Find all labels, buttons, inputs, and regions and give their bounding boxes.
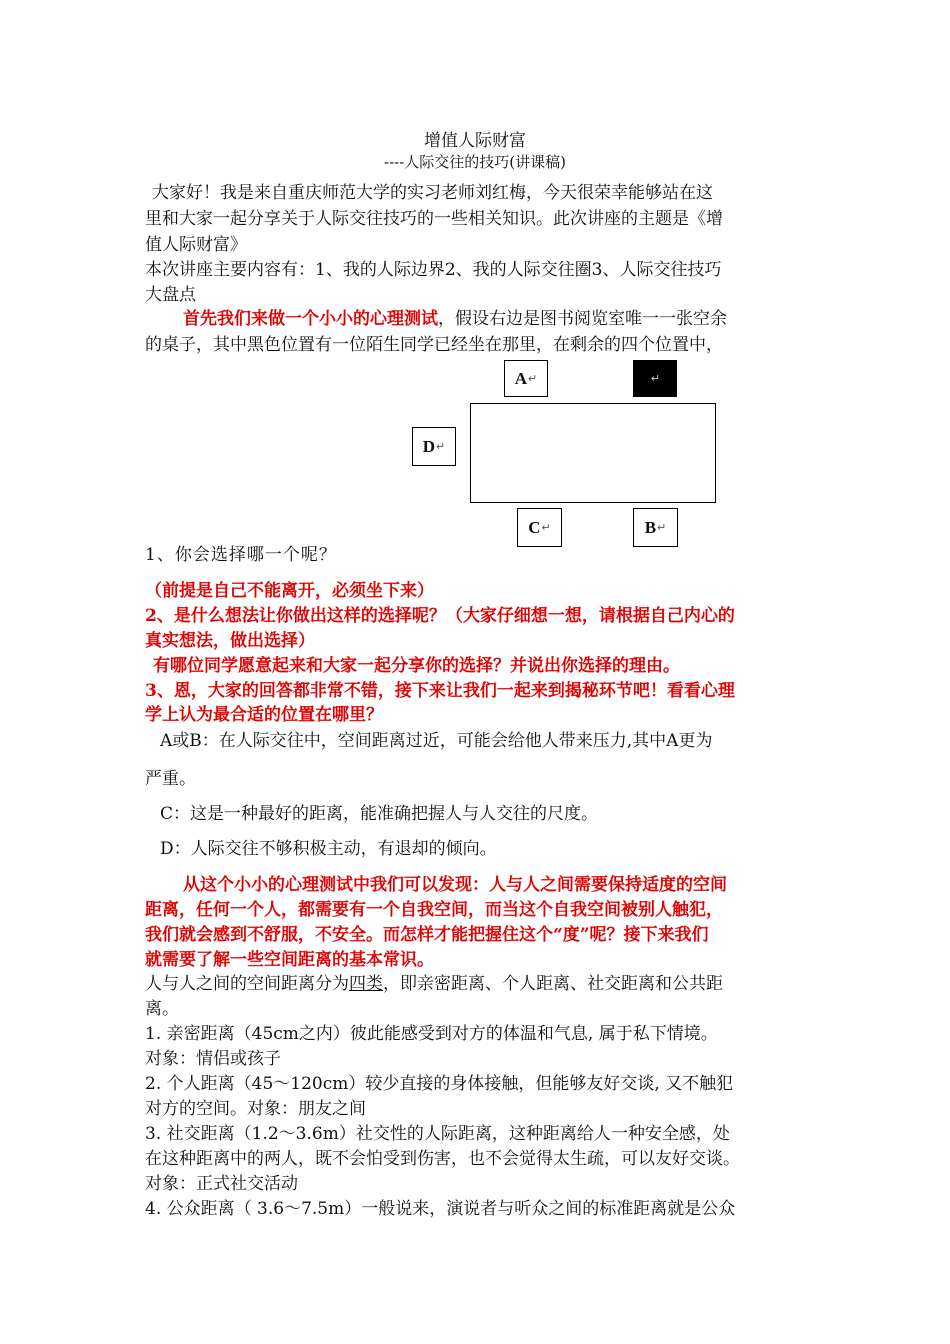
distance-item-line: 对象：正式社交活动 [145, 1174, 298, 1194]
intro-line-4: 本次讲座主要内容有：1、我的人际边界2、我的人际交往圈3、人际交往技巧 [145, 260, 722, 280]
return-mark-icon: ↵ [541, 522, 551, 534]
reading-table [470, 403, 716, 503]
seat-d-label: D [422, 436, 436, 456]
document-title: 增值人际财富 [424, 131, 526, 151]
question-3-line-2: 学上认为最合适的位置在哪里？ [145, 705, 383, 725]
distance-item-line: 在这种距离中的两人，既不会怕受到伤害，也不会觉得太生疏，可以友好交谈。 [145, 1149, 740, 1169]
question-2-share: 有哪位同学愿意起来和大家一起分享你的选择？并说出你选择的理由。 [153, 656, 680, 676]
test-intro-line-2: 的桌子，其中黑色位置有一位陌生同学已经坐在那里，在剩余的四个位置中， [145, 335, 723, 355]
return-mark-icon: ↵ [657, 522, 667, 534]
question-1: 1、你会选择哪一个呢？ [145, 545, 337, 565]
answer-ab-line-1: A或B：在人际交往中，空间距离过近，可能会给他人带来压力,其中A更为 [160, 731, 713, 751]
question-3-line-1: 3、恩，大家的回答都非常不错，接下来让我们一起来到揭秘环节吧！看看心理 [145, 681, 735, 701]
intro-line-3: 值人际财富》 [145, 235, 247, 255]
intro-line-2: 里和大家一起分享关于人际交往技巧的一些相关知识。此次讲座的主题是《增 [145, 209, 723, 229]
seat-a-label: A [514, 368, 528, 388]
test-intro-line-1 [183, 304, 727, 329]
conclusion-line-2: 距离，任何一个人，都需要有一个自我空间，而当这个自我空间被别人触犯， [145, 900, 723, 920]
intro-line-5: 大盘点 [145, 285, 196, 305]
distance-item-line: 3. 社交距离（1.2～3.6m）社交性的人际距离，这种距离给人一种安全感，处 [145, 1124, 730, 1144]
conclusion-line-1: 从这个小小的心理测试中我们可以发现：人与人之间需要保持适度的空间 [183, 875, 727, 895]
return-mark-icon: ↵ [528, 373, 538, 385]
distance-intro-part-b: ，即亲密距离、个人距离、社交距离和公共距 [383, 974, 723, 994]
test-intro-rest: ，假设右边是图书阅览室唯一一张空余 [438, 309, 727, 329]
question-1-note: （前提是自己不能离开，必须坐下来） [145, 581, 434, 601]
conclusion-line-4: 就需要了解一些空间距离的基本常识。 [145, 950, 434, 970]
intro-line-1: 大家好！我是来自重庆师范大学的实习老师刘红梅，今天很荣幸能够站在这 [152, 183, 713, 203]
question-2-line-2: 真实想法，做出选择） [145, 631, 315, 651]
answer-c: C：这是一种最好的距离，能准确把握人与人交往的尺度。 [160, 804, 599, 824]
distance-item-line: 2. 个人距离（45～120cm）较少直接的身体接触，但能够友好交谈, 又不触犯 [145, 1074, 734, 1094]
conclusion-line-3: 我们就会感到不舒服，不安全。而怎样才能把握住这个“度”呢？接下来我们 [145, 925, 709, 945]
seat-c-label: C [528, 517, 541, 537]
distance-intro-line-2: 离。 [145, 999, 179, 1019]
distance-item-line: 对象：情侣或孩子 [145, 1049, 281, 1069]
seat-occupied [633, 360, 677, 397]
answer-ab-line-2: 严重。 [145, 769, 196, 789]
document-subtitle: ----人际交往的技巧(讲课稿) [384, 153, 566, 171]
seat-a [504, 360, 548, 397]
seat-d [412, 427, 456, 466]
return-mark-icon: ↵ [436, 441, 446, 453]
question-2-line-1: 2、是什么想法让你做出这样的选择呢？（大家仔细想一想，请根据自己内心的 [145, 606, 735, 626]
distance-item-line: 对方的空间。对象：朋友之间 [145, 1099, 366, 1119]
test-intro-highlight: 首先我们来做一个小小的心理测试 [183, 309, 438, 329]
seat-b [633, 508, 678, 547]
seat-c [517, 508, 562, 547]
distance-intro-part-a: 人与人之间的空间距离分为 [145, 974, 349, 994]
distance-intro-line-1 [145, 969, 723, 994]
seat-b-label: B [644, 517, 657, 537]
return-mark-icon: ↵ [650, 373, 661, 385]
distance-intro-underlined: 四类 [349, 974, 383, 994]
distance-item-line: 1. 亲密距离（45cm之内）彼此能感受到对方的体温和气息, 属于私下情境。 [145, 1024, 718, 1044]
distance-item-line: 4. 公众距离（ 3.6～7.5m）一般说来，演说者与听众之间的标准距离就是公众 [145, 1199, 736, 1219]
answer-d: D：人际交往不够积极主动，有退却的倾向。 [160, 839, 497, 859]
